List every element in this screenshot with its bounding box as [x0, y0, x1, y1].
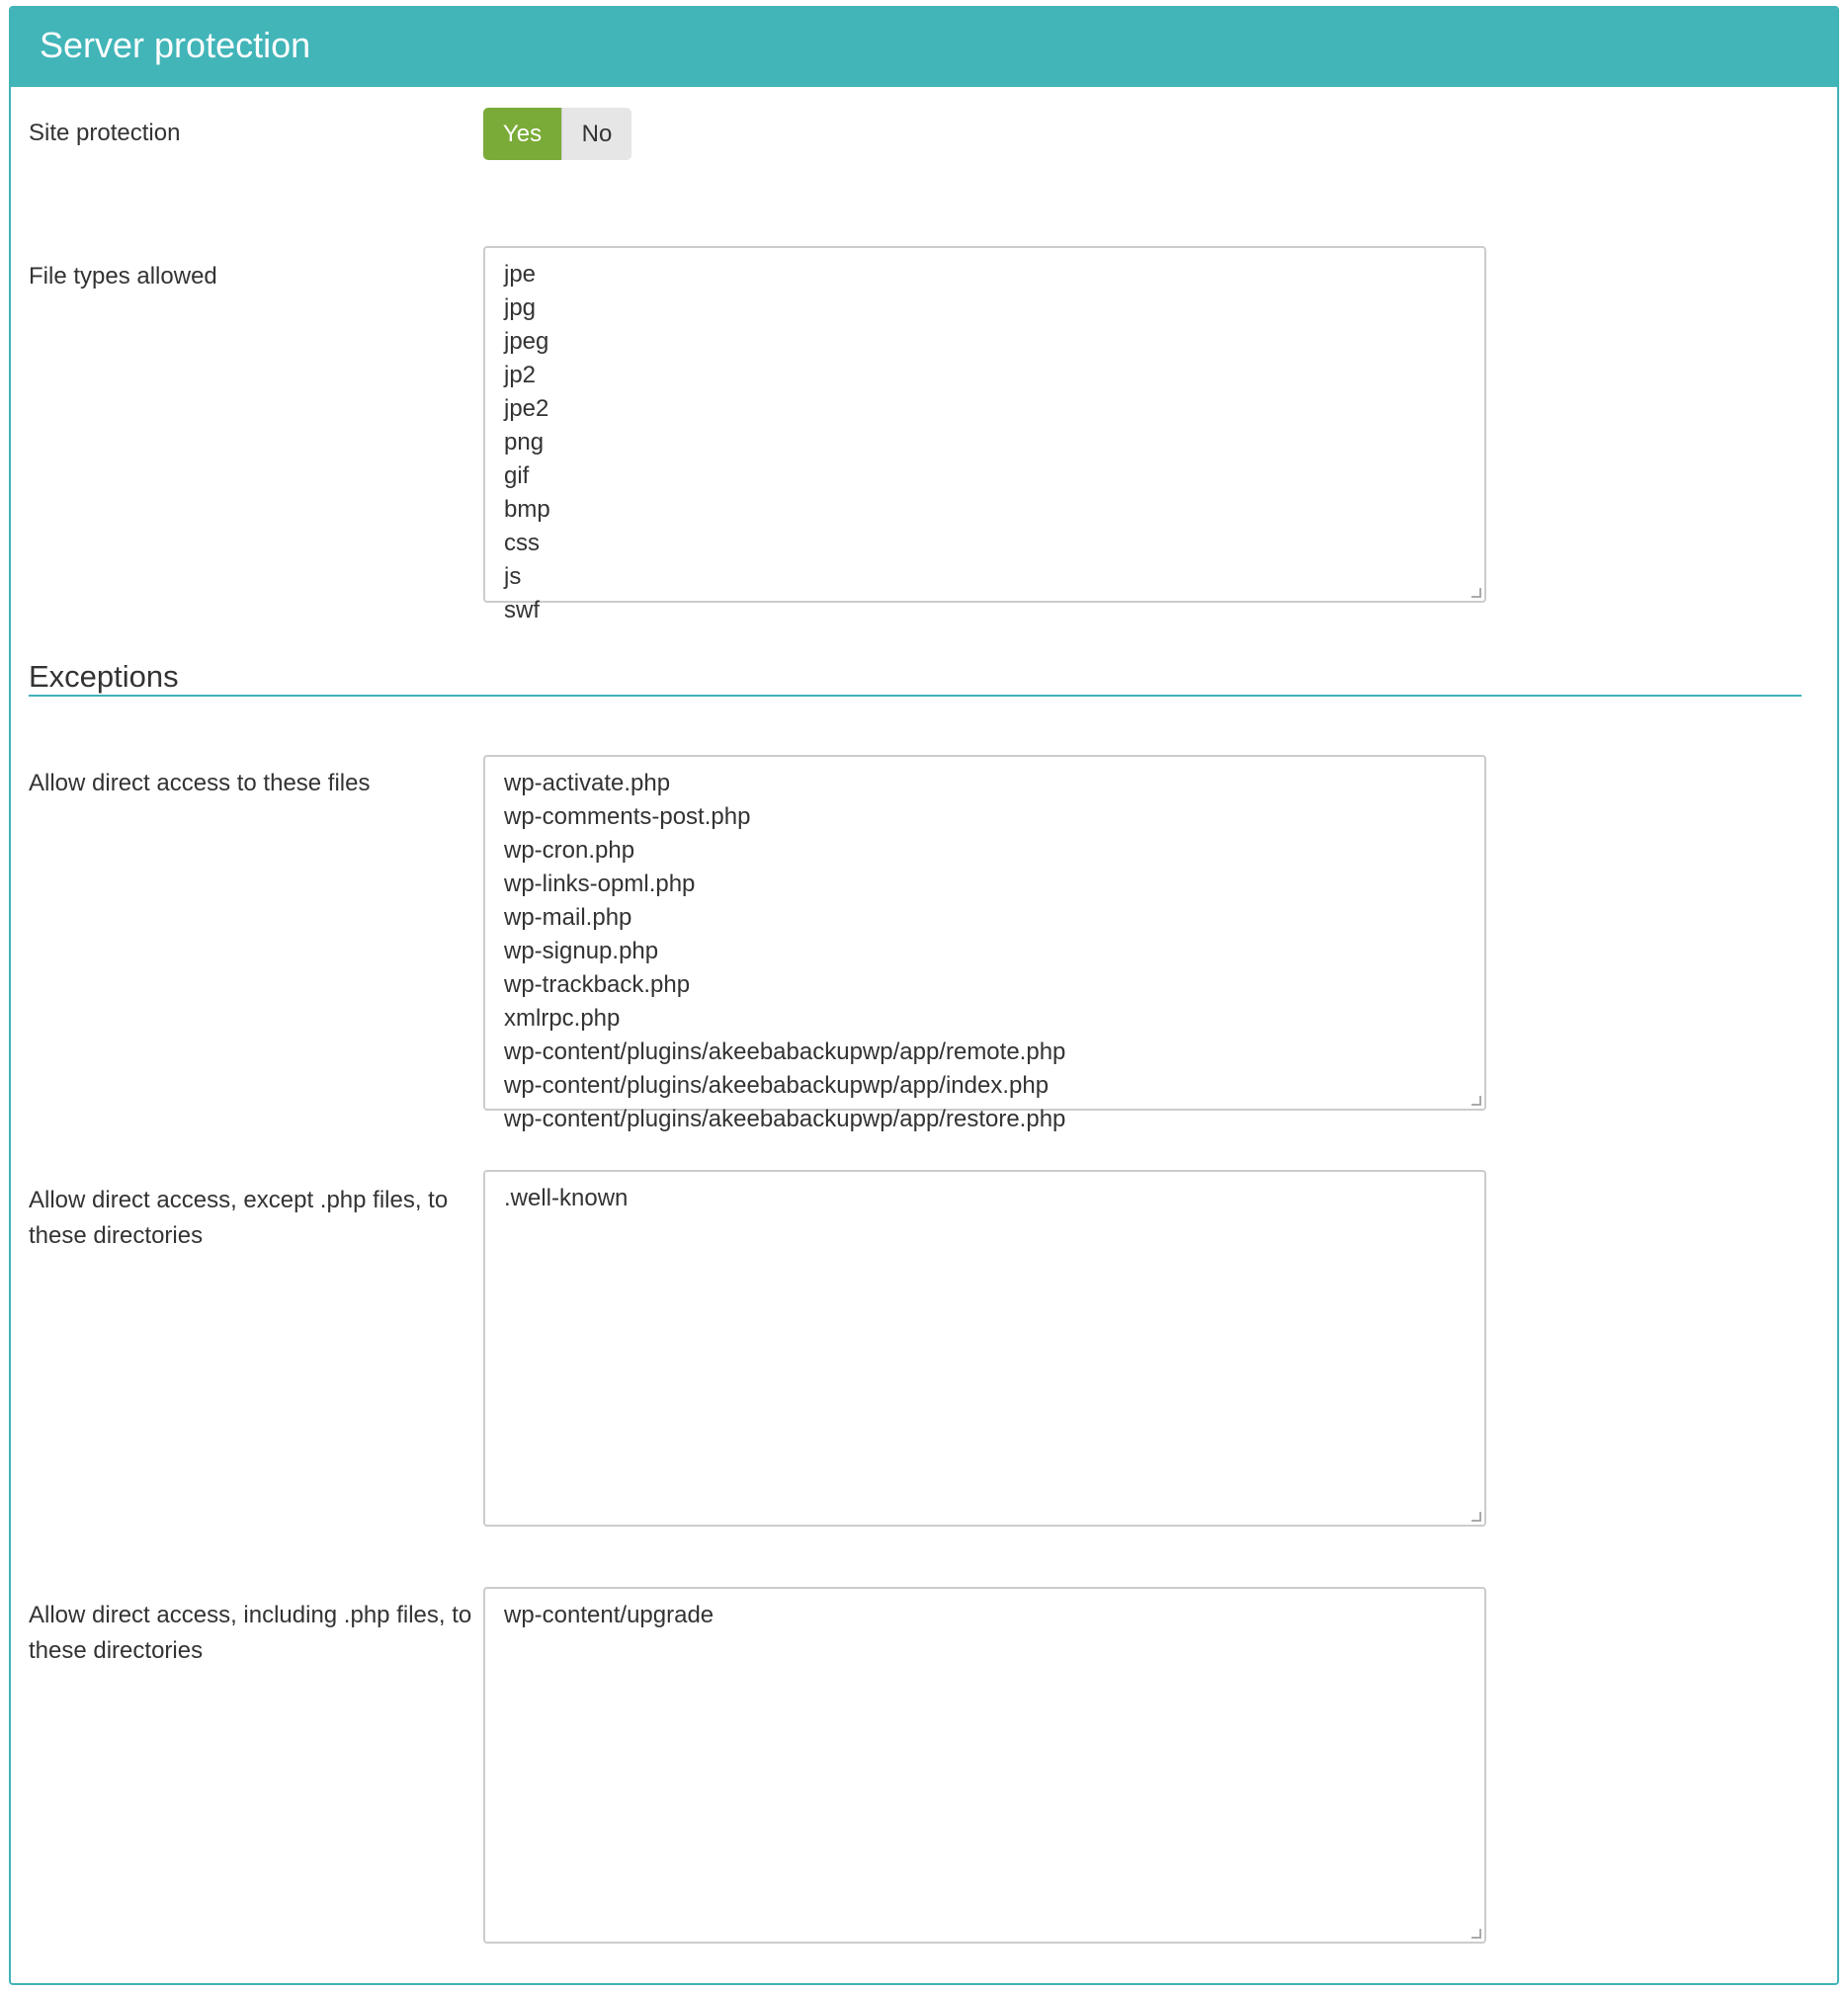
textarea-line: wp-content/upgrade: [504, 1602, 714, 1628]
including-php-dirs-label: Allow direct access, including .php files, to these directories: [29, 1602, 472, 1664]
site-protection-label: Site protection: [29, 120, 181, 146]
resize-grip-icon[interactable]: [1471, 588, 1481, 598]
file-types-textarea[interactable]: [483, 246, 1486, 623]
textarea-line: jpeg: [504, 328, 549, 355]
resize-grip-icon[interactable]: [1471, 1512, 1481, 1522]
textarea-line: jpg: [504, 294, 537, 321]
textarea-line: xmlrpc.php: [504, 1005, 621, 1032]
file-types-lines: [504, 258, 1466, 627]
file-types-label: File types allowed: [29, 263, 217, 290]
textarea-line: js: [504, 563, 522, 590]
exceptions-divider: [29, 695, 1802, 697]
textarea-line: wp-content/plugins/akeebabackupwp/app/restore.php: [504, 1106, 1066, 1132]
except-php-dirs-label: Allow direct access, except .php files, to these directories: [29, 1187, 449, 1249]
except-php-dirs-lines: [504, 1182, 1466, 1215]
textarea-line: css: [504, 530, 540, 556]
exceptions-heading: Exceptions: [29, 659, 179, 694]
textarea-line: gif: [504, 462, 530, 489]
resize-grip-icon[interactable]: [1471, 1929, 1481, 1939]
textarea-line: jpe2: [504, 395, 549, 422]
textarea-line: .well-known: [504, 1185, 629, 1211]
textarea-line: jpe: [504, 261, 537, 288]
site-protection-no-button[interactable]: No: [561, 108, 631, 160]
textarea-line: wp-mail.php: [504, 904, 632, 931]
direct-files-lines: [504, 767, 1466, 1136]
including-php-dirs-lines: [504, 1599, 1466, 1632]
textarea-line: jp2: [504, 362, 537, 388]
textarea-line: png: [504, 429, 545, 456]
textarea-line: wp-trackback.php: [504, 971, 691, 998]
including-php-dirs-textarea[interactable]: [483, 1587, 1486, 1944]
site-protection-yes-button[interactable]: Yes: [483, 108, 561, 160]
textarea-line: wp-content/plugins/akeebabackupwp/app/index.php: [504, 1072, 1050, 1099]
textarea-line: wp-activate.php: [504, 770, 671, 796]
direct-files-label: Allow direct access to these files: [29, 770, 371, 796]
panel-title: Server protection: [40, 25, 311, 65]
textarea-line: wp-links-opml.php: [504, 871, 696, 897]
resize-grip-icon[interactable]: [1471, 1096, 1481, 1106]
textarea-line: swf: [504, 597, 540, 623]
except-php-dirs-textarea[interactable]: [483, 1170, 1486, 1527]
direct-files-textarea[interactable]: [483, 755, 1486, 1132]
textarea-line: wp-content/plugins/akeebabackupwp/app/remote.php: [504, 1038, 1066, 1065]
textarea-line: wp-cron.php: [504, 837, 635, 864]
textarea-line: bmp: [504, 496, 550, 523]
textarea-line: wp-comments-post.php: [504, 803, 751, 830]
panel-header: [11, 8, 1837, 87]
textarea-line: wp-signup.php: [504, 938, 659, 964]
site-protection-toggle: [483, 108, 631, 160]
